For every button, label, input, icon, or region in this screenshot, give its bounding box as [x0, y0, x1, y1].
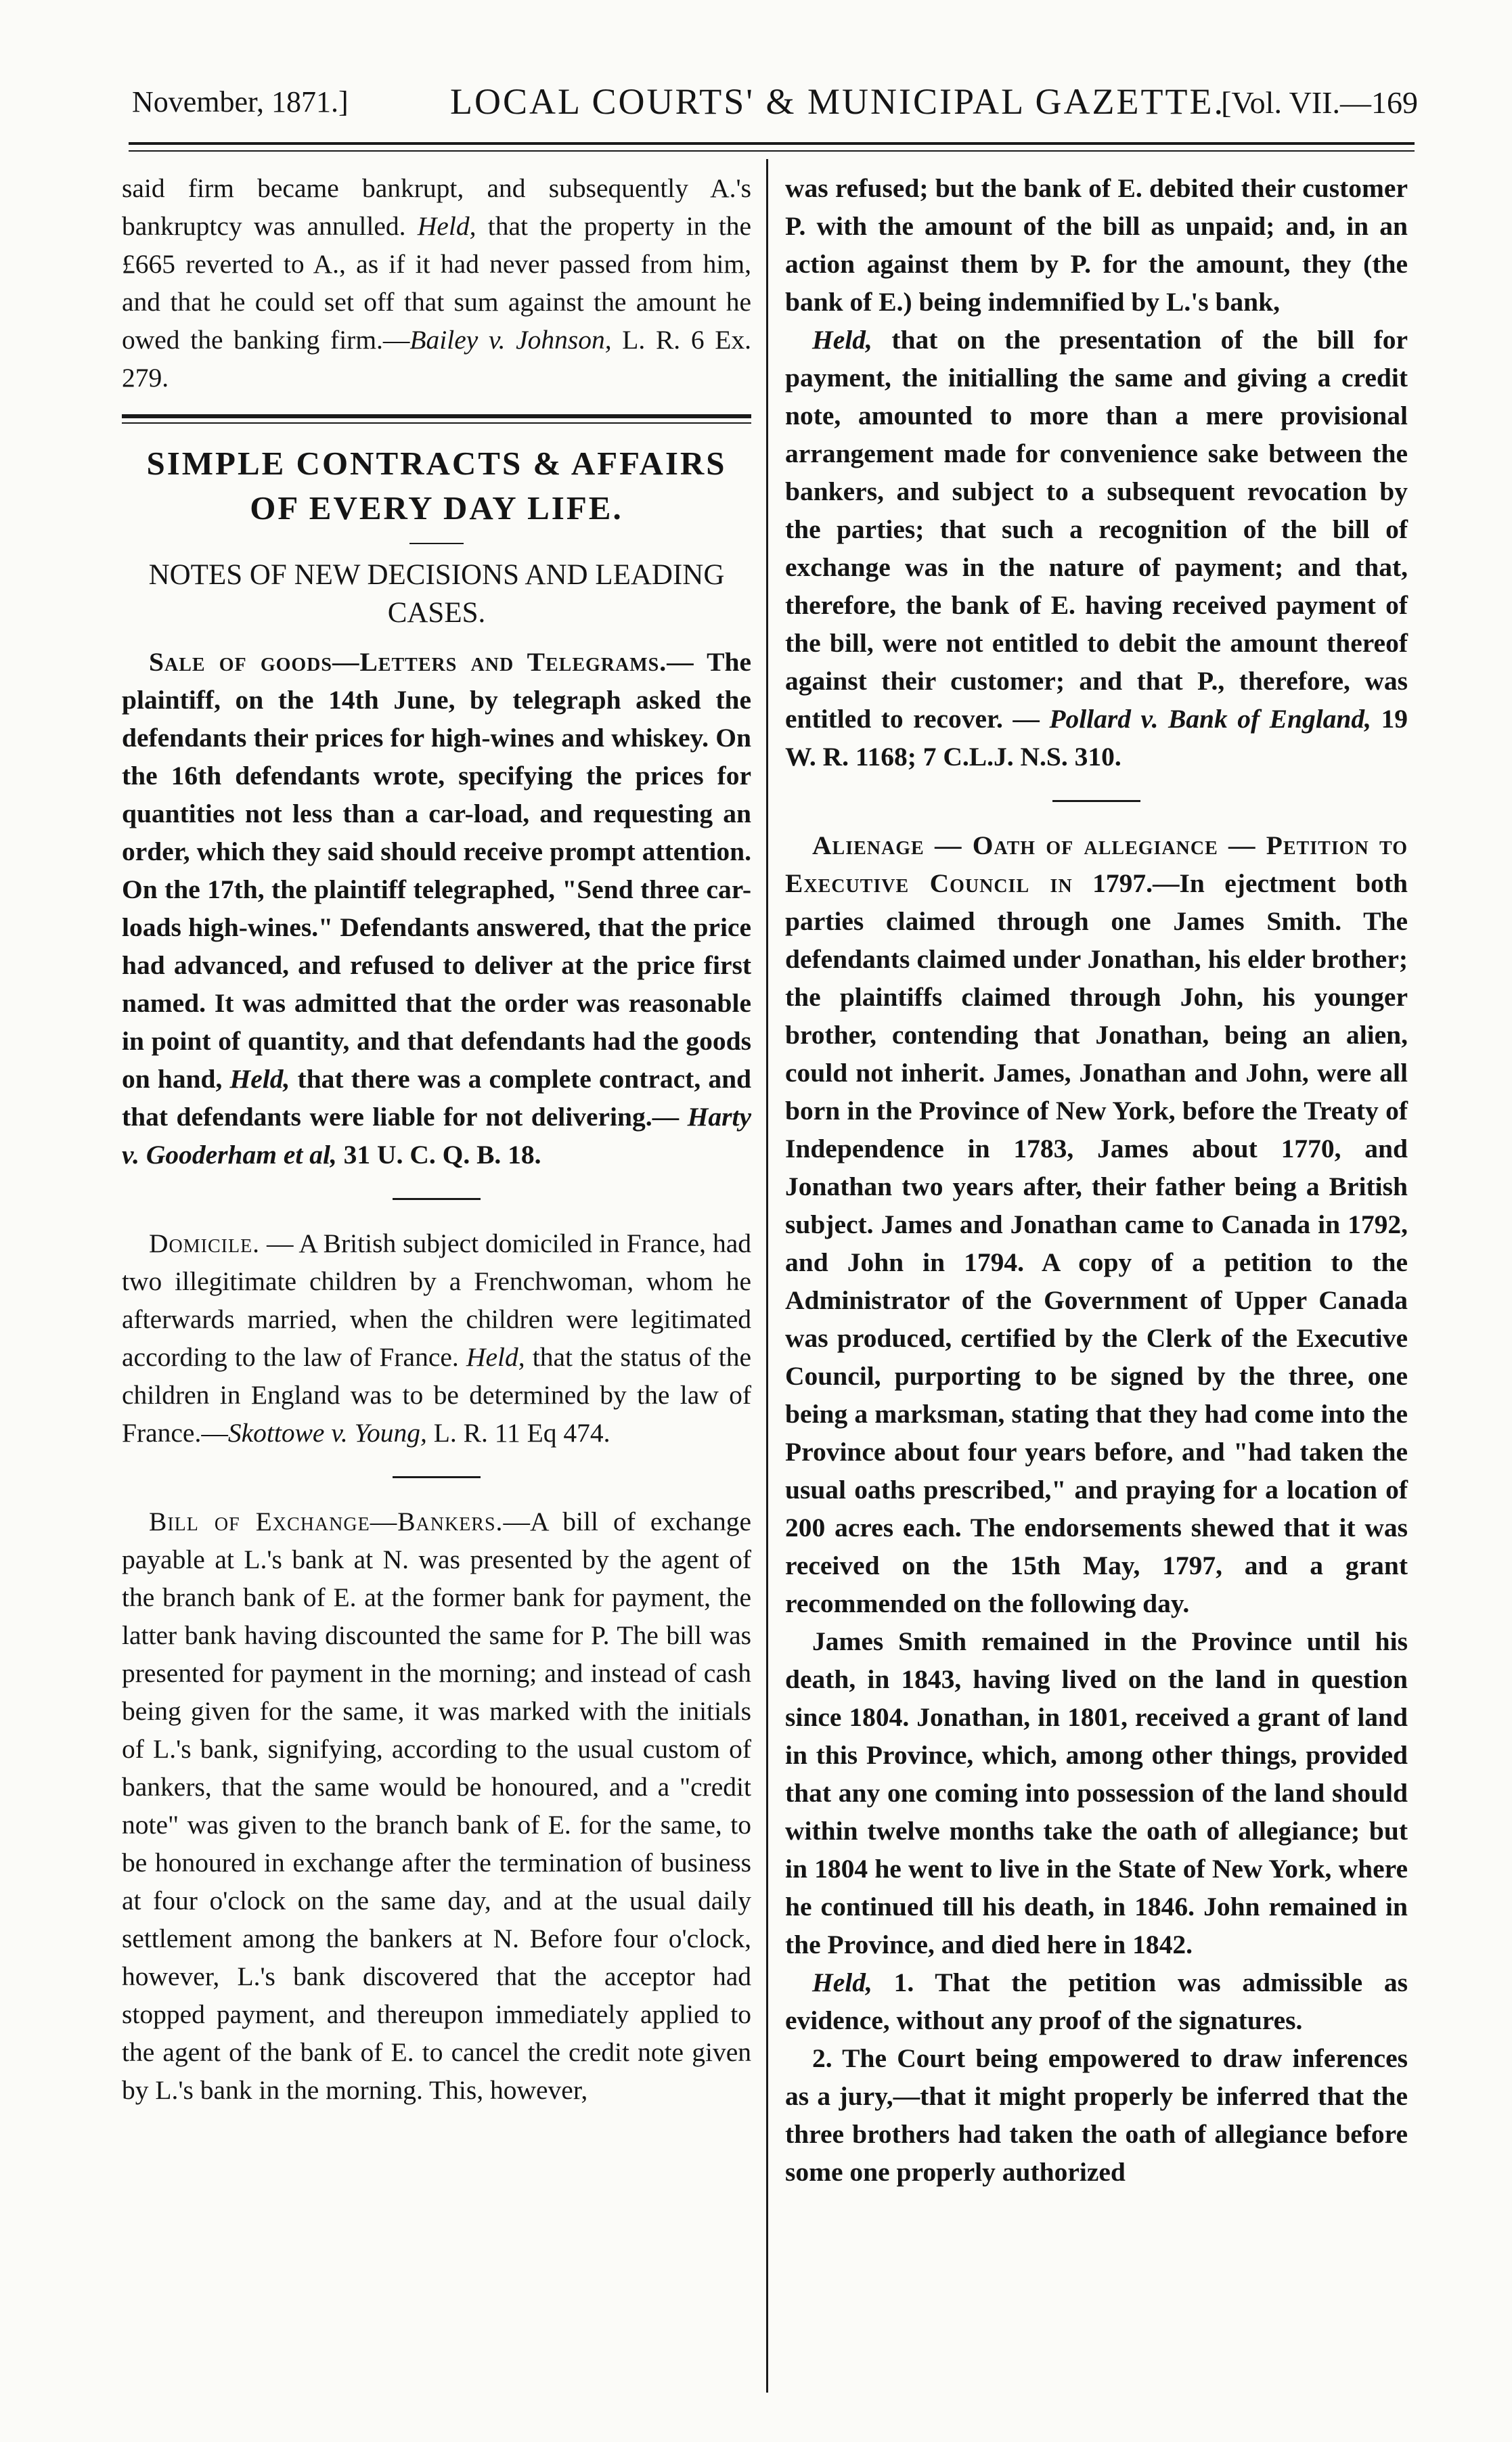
continuation-text: said firm became bankrupt, and subsequently A.'s bankruptcy was annulled. [122, 173, 751, 241]
domicile-text: — A British subject domiciled in France, had two illegitimate children by a Frenchwoman, whom he afterwards married, when the children were legitimated according to the law of France. [122, 1228, 751, 1372]
bill-held-text: that on the presentation of the bill for payment, the initialling the same and giving a credit note, amounted to more than a mere provisional arrangement made for convenience sake between the bankers, and subject to a subsequent revocation by the parties; that such a recognition of the bill of exchange was in the nature of payment; and that, therefore, the bank of E. having received payment of the bill, were not entitled to debit the amount thereof against their customer; and that P., therefore, was entitled to recover. — [785, 325, 1408, 734]
header-date: November, 1871.] [132, 85, 349, 118]
alienage-text: —In ejectment both parties claimed through one James Smith. The defendants claimed under Jonathan, his elder brother; the plaintiffs claimed through John, his younger brother, contending that Jonathan, being an alien, could not inherit. James, Jonathan and John, were all born in the Province of New York, before the Treaty of Independence in 1783, James about 1770, and Jonathan two years after, their father being a British subject. James and Jonathan came to Canada in 1792, and John in 1794. A copy of a petition to the Administrator of the Government of Upper Canada was produced, certified by the Clerk of the Executive Council, purporting to be signed by the three, one being a marksman, stating that they had come into the Province about four years before, and "had taken the usual oaths prescribed," and praying for a location of 200 acres each. The endorsements shewed that it was received on the 15th May, 1797, and a grant recommended on the following day. [785, 868, 1408, 1618]
held-1-text: 1. That the petition was admissible as evidence, without any proof of the signatures. [785, 1968, 1408, 2035]
continuation-paragraph [122, 169, 751, 397]
section-title-rule [409, 543, 464, 544]
bill-heading: Bill of Exchange—Bankers. [149, 1507, 504, 1536]
sale-text: The plaintiff, on the 14th June, by telegraph asked the defendants their prices for high-wines and whiskey. On the 16th defendants wrote, specifying the prices for quantities not less than a car-load, and requesting an order, which they said should receive prompt attention. On the 17th, the plaintiff telegraphed, "Send three car-loads high-wines." Defendants answered, that the price had advanced, and refused to deliver at the price first named. It was admitted that the order was reasonable in point of quantity, and that defendants had the goods on hand, [122, 647, 751, 1094]
sale-held: Held, [229, 1064, 290, 1094]
separator-rule [393, 1198, 481, 1200]
bill-cite-case: Pollard v. Bank of England, [1049, 704, 1372, 734]
sale-text-2: that there was a complete contract, and that defendants were liable for not delivering.— [122, 1064, 752, 1132]
column-divider [766, 159, 768, 2393]
domicile-heading: Domicile. [149, 1228, 261, 1258]
header-volume: [Vol. VII.—169 [1221, 85, 1418, 120]
alienage-year: 1797. [1092, 868, 1153, 898]
bill-continuation: was refused; but the bank of E. debited their customer P. with the amount of the bill as unpaid; and, in an action against them by P. for the amount, they (the bank of E.) being indemnified by L.'s bank, [785, 173, 1408, 317]
header-rule [129, 142, 1415, 145]
bill-held-paragraph [785, 321, 1408, 776]
right-column [785, 169, 1408, 2191]
continuation-cite-case: Bailey v. Johnson, [409, 325, 612, 355]
section-rule-thick [122, 414, 751, 418]
bill-text: —A bill of exchange payable at L.'s bank at N. was presented by the agent of the branch bank of E. at the former bank for payment, the latter bank having discounted the same for P. The bill was presented for payment in the morning; and instead of cash being given for the same, it was marked with the initials of L.'s bank, signifying, according to the usual custom of bankers, that the same would be honoured, and a "credit note" was given to the branch bank of E. for the same, to be honoured in exchange after the termination of business at four o'clock on the same day, and at the usual daily settlement among the bankers at N. Before four o'clock, however, L.'s bank discovered that the acceptor had stopped payment, and thereupon immediately applied to the agent of the bank of E. to cancel the credit note given by L.'s bank in the morning. This, however, [122, 1507, 751, 2105]
held-1-label: Held, [812, 1968, 872, 1997]
section-rule-thin [122, 422, 751, 424]
separator-rule [393, 1476, 481, 1478]
left-column [122, 169, 751, 2109]
domicile-paragraph [122, 1224, 751, 1452]
domicile-held: Held, [466, 1342, 525, 1372]
separator-rule [1052, 800, 1140, 802]
header-rule-thin [129, 150, 1415, 152]
domicile-text-2: that the status of the children in England was to be determined by the law of France.— [122, 1342, 751, 1448]
notes-heading-line-1: NOTES OF NEW DECISIONS AND LEADING [148, 559, 725, 591]
sale-paragraph [122, 643, 751, 1174]
alienage-heading: Alienage — Oath of allegiance — Petition to Executive Council in [785, 830, 1408, 898]
continuation-rest: that the property in the £665 reverted to A., as if it had never passed from him, and that he could set off that sum against the amount he owed the banking firm.— [122, 211, 752, 355]
james-paragraph: James Smith remained in the Province until his death, in 1843, having lived on the land in question since 1804. Jonathan, in 1801, received a grant of land in this Province, which, among other things, provided that any one coming into possession of the land should within twelve months take the oath of allegiance; but in 1804 he went to live in the State of New York, where he continued till his death, in 1846. John remained in the Province, and died here in 1842. [785, 1626, 1408, 1959]
continuation-held: Held, [417, 211, 476, 241]
bill-paragraph [122, 1503, 751, 2109]
section-title-line-1: SIMPLE CONTRACTS & AFFAIRS [146, 445, 727, 482]
alienage-paragraph [785, 826, 1408, 1622]
bill-cite-ref: 19 W. R. 1168; 7 C.L.J. N.S. 310. [785, 704, 1408, 772]
sale-heading: Sale of goods—Letters and Telegrams.— [149, 647, 694, 677]
sale-cite-ref: 31 U. C. Q. B. 18. [343, 1140, 541, 1170]
section-title-line-2: OF EVERY DAY LIFE. [250, 489, 623, 527]
bill-held-label: Held, [812, 325, 872, 355]
continuation-cite-ref: L. R. 6 Ex. 279. [122, 325, 751, 393]
notes-heading-line-2: CASES. [387, 597, 486, 629]
domicile-cite-ref: L. R. 11 Eq 474. [433, 1418, 610, 1448]
sale-cite-case: Harty v. Gooderham et al, [122, 1102, 752, 1170]
domicile-cite-case: Skottowe v. Young, [227, 1418, 427, 1448]
held-1-paragraph [785, 1963, 1408, 2039]
page-header [132, 81, 1418, 139]
header-title: LOCAL COURTS' & MUNICIPAL GAZETTE. [450, 81, 1225, 122]
held-2-paragraph: 2. The Court being empowered to draw inferences as a jury,—that it might properly be inferred that the three brothers had taken the oath of allegiance before some one properly authorized [785, 2043, 1408, 2187]
